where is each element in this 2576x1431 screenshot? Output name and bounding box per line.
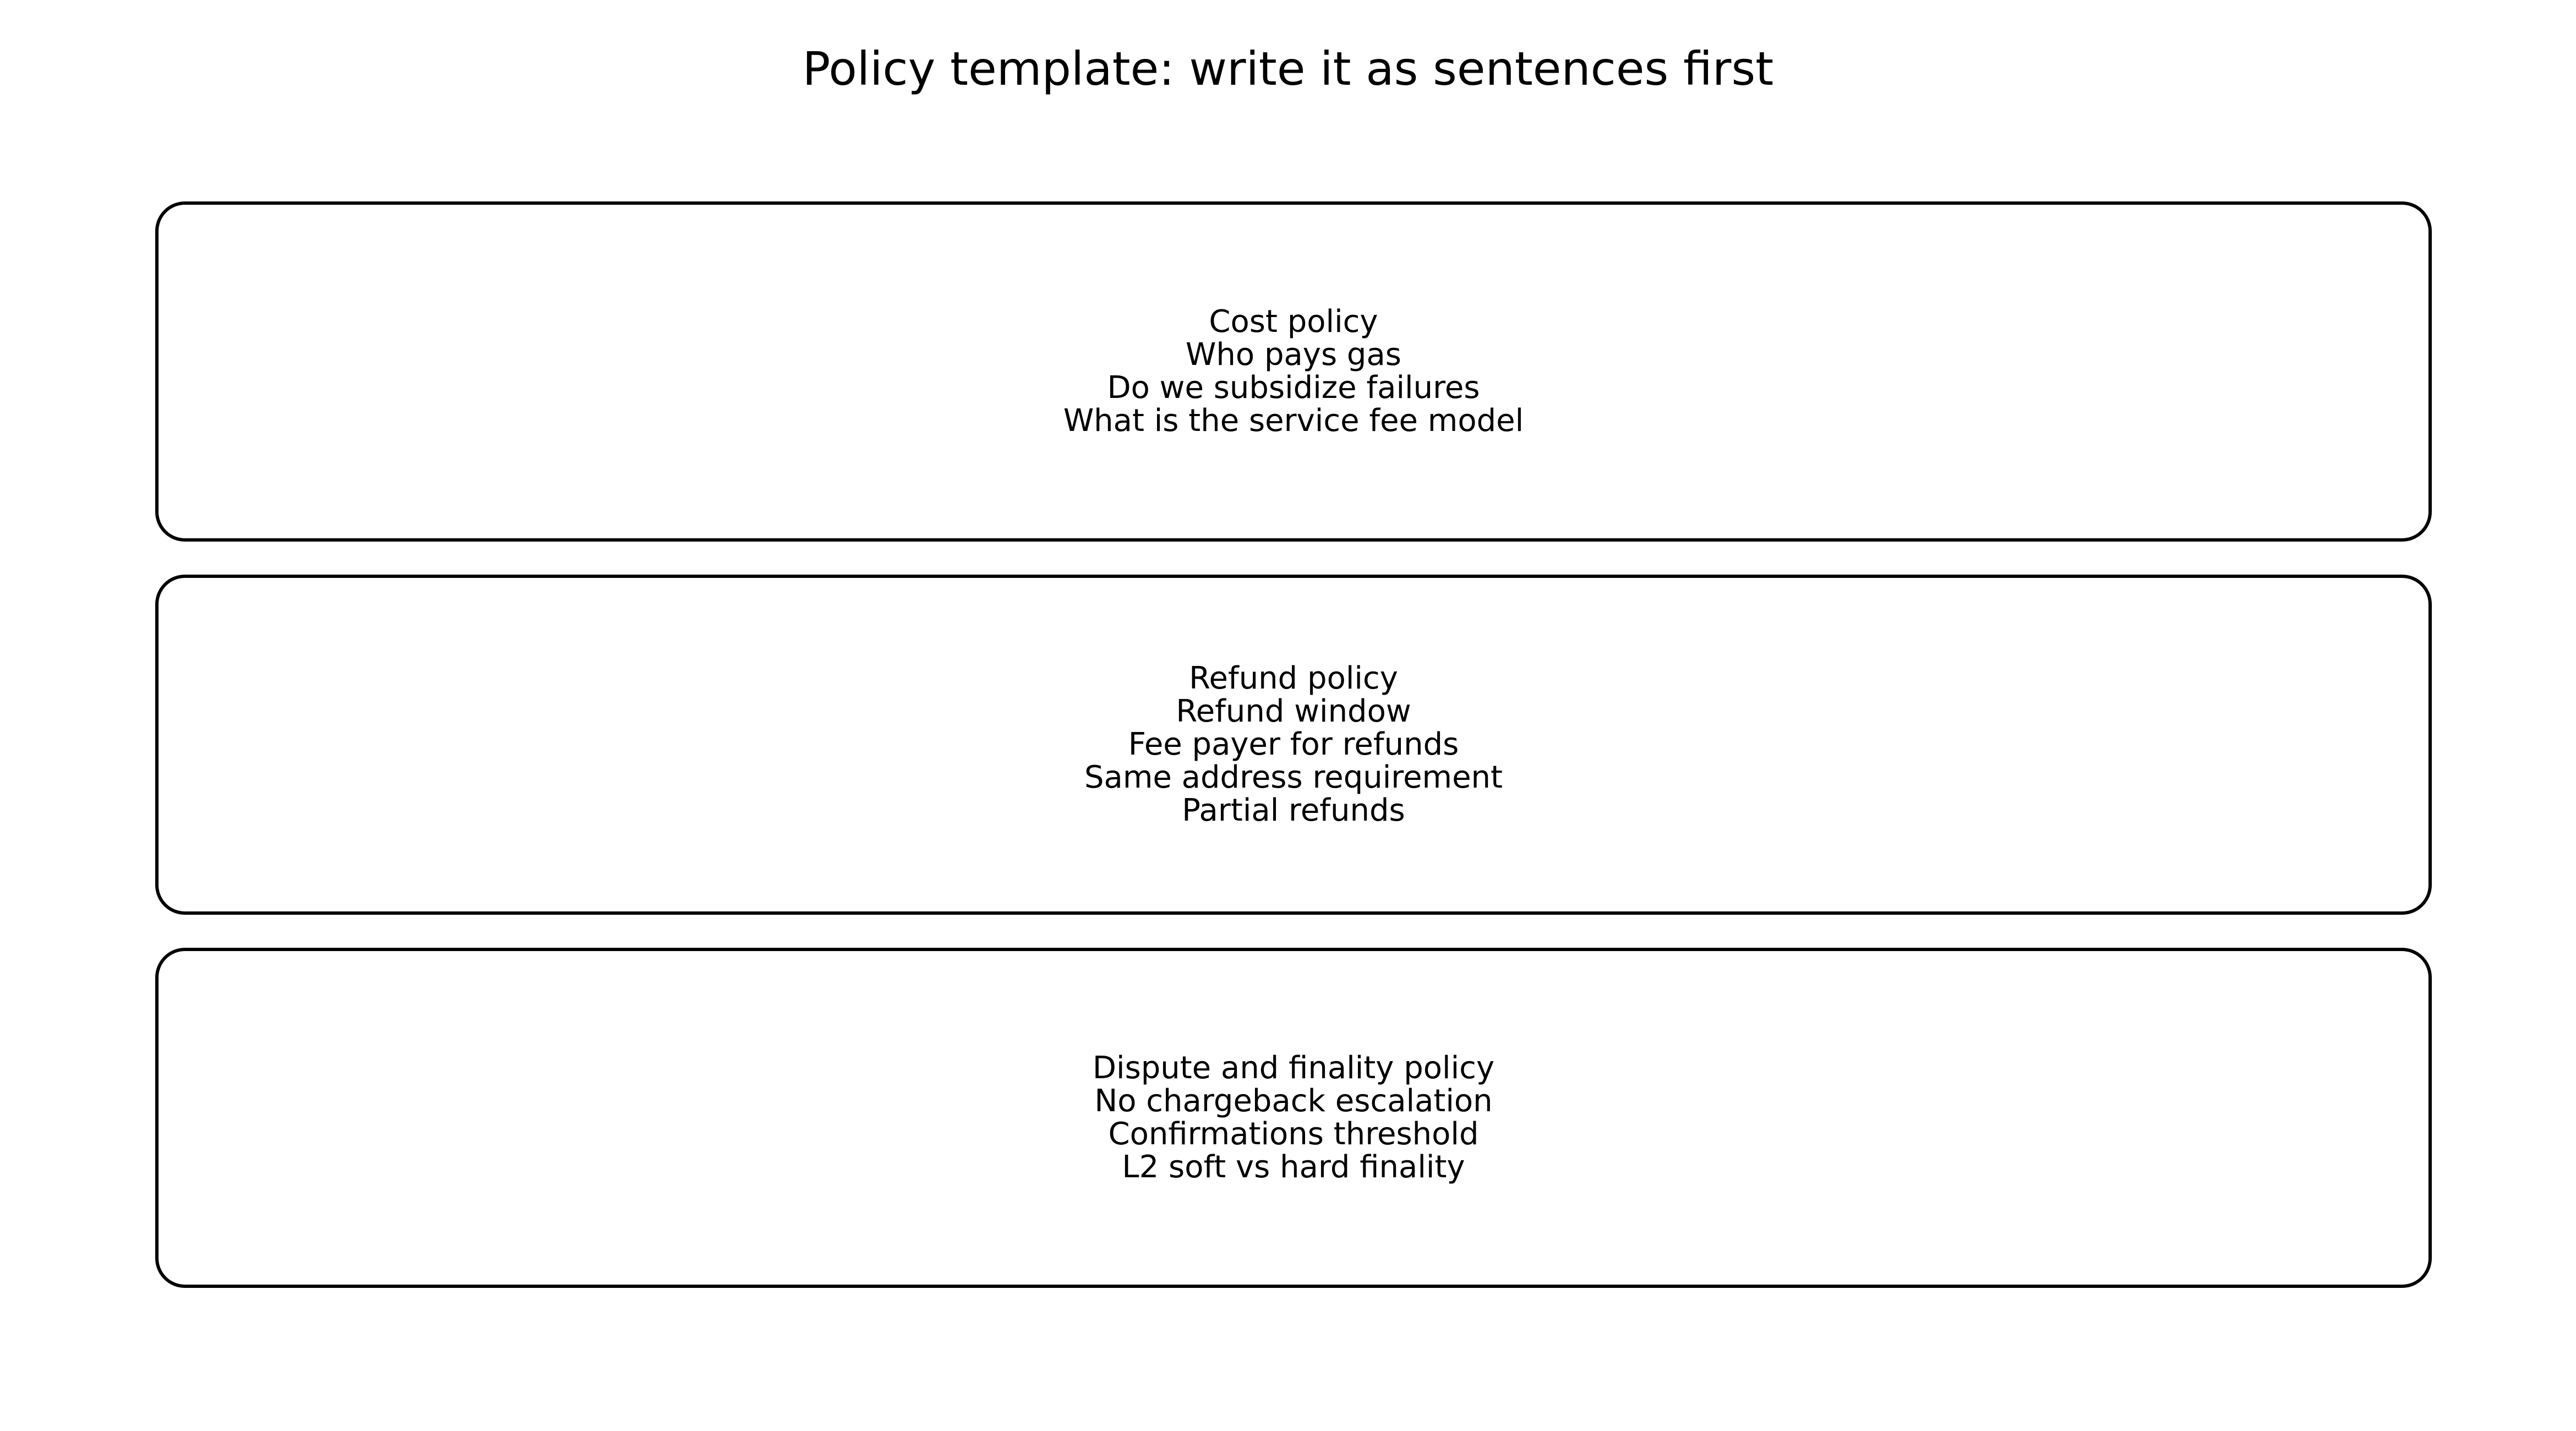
cost-policy-box bbox=[155, 201, 2432, 542]
refund-policy-text bbox=[1084, 662, 1503, 827]
dispute-finality-policy-box bbox=[155, 948, 2432, 1288]
dispute-finality-policy-item: L2 soft vs hard finality bbox=[1122, 1149, 1465, 1185]
refund-policy-box bbox=[155, 575, 2432, 915]
dispute-finality-policy-item: No chargeback escalation bbox=[1094, 1083, 1493, 1119]
cost-policy-heading: Cost policy bbox=[1209, 304, 1378, 340]
cost-policy-text bbox=[1063, 305, 1524, 438]
page-title: Policy template: write it as sentences first bbox=[802, 42, 1774, 96]
refund-policy-item: Same address requirement bbox=[1084, 760, 1503, 795]
refund-policy-item: Refund window bbox=[1176, 693, 1411, 729]
refund-policy-heading: Refund policy bbox=[1189, 660, 1398, 696]
cost-policy-item: Do we subsidize failures bbox=[1107, 370, 1480, 406]
cost-policy-item: What is the service fee model bbox=[1063, 403, 1524, 439]
dispute-finality-policy-heading: Dispute and finality policy bbox=[1092, 1050, 1495, 1086]
dispute-finality-policy-text bbox=[1093, 1052, 1494, 1184]
refund-policy-item: Partial refunds bbox=[1182, 793, 1405, 828]
dispute-finality-policy-item: Confirmations threshold bbox=[1108, 1116, 1479, 1152]
cost-policy-item: Who pays gas bbox=[1186, 337, 1401, 373]
refund-policy-item: Fee payer for refunds bbox=[1128, 727, 1459, 762]
